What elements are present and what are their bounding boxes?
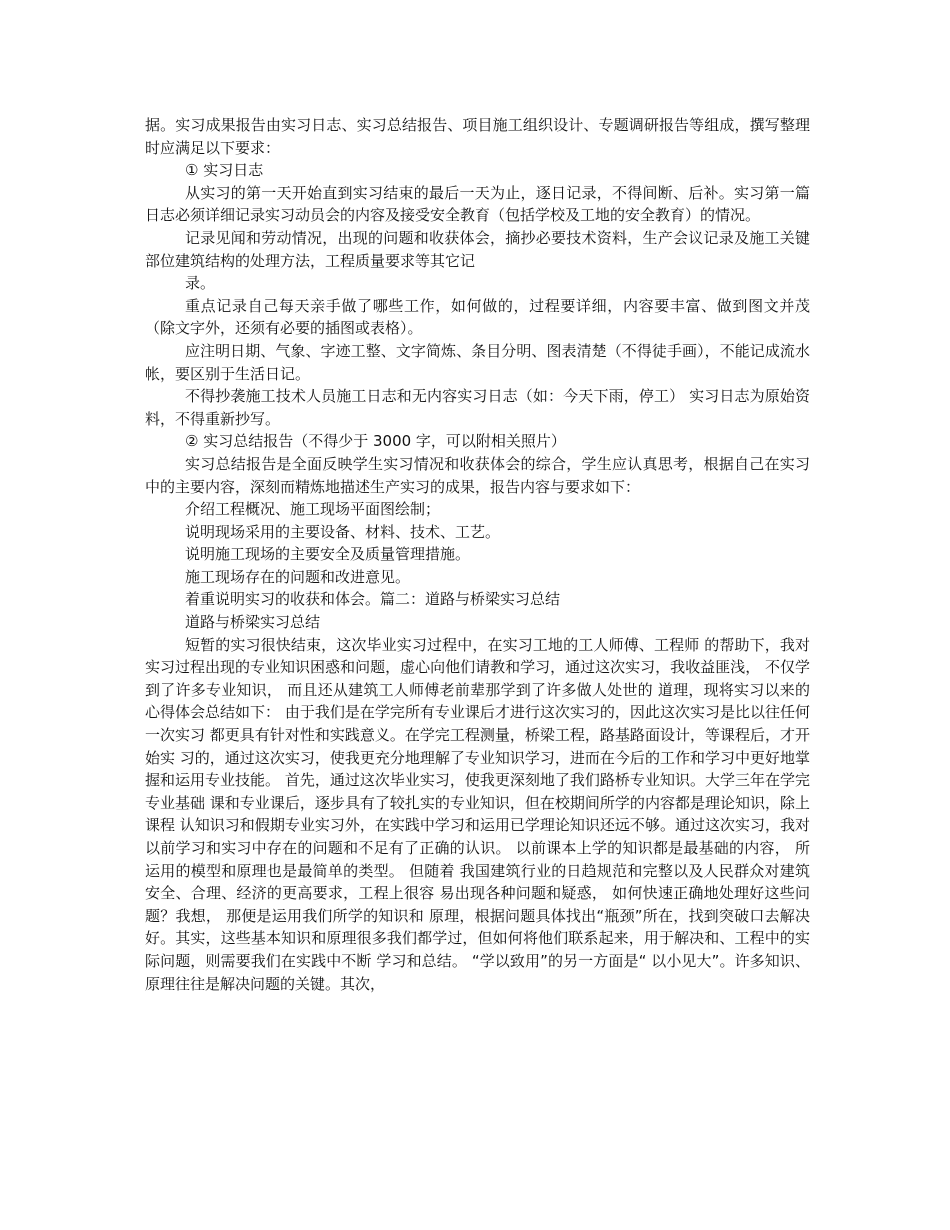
paragraph-7: 应注明日期、气象、字迹工整、文字简炼、条目分明、图表清楚（不得徒手画），不能记成流水帐，要区别于生活日记。	[145, 341, 810, 383]
paragraph-14: 施工现场存在的问题和改进意见。	[185, 567, 411, 586]
paragraph-5: 录。	[185, 274, 216, 293]
paragraph-6: 重点记录自己每天亲手做了哪些工作，如何做的，过程要详细，内容要丰富、做到图文并茂（除文字外，还须有必要的插图或表格）。	[145, 296, 810, 338]
paragraph-15: 着重说明实习的收获和体会。篇二：道路与桥梁实习总结	[185, 590, 561, 609]
paragraph-8: 不得抄袭施工技术人员施工日志和无内容实习日志（如：今天下雨，停工） 实习日志为原始资料，不得重新抄写。	[145, 387, 810, 428]
paragraph-11: 介绍工程概况、施工现场平面图绘制；	[185, 500, 441, 519]
paragraph-13: 说明施工现场的主要安全及质量管理措施。	[185, 545, 471, 564]
paragraph-17: 短暂的实习很快结束，这次毕业实习过程中，在实习工地的工人师傅、工程师 的帮助下，我对实习过程出现的专业知识困惑和问题，虚心向他们请教和学习，通过这次实习，我收益匪浅， 不仅学到了许多专业知识， 而且还从建筑工人师傅老前辈那学到了许多做人处世的 道理，现将实习以来的心得体会总结如下： 由于我们是在学完所有专业课后才进行这次实习的，因此这次实习是比以往任何一次实习 都更具有针对性和实践意义。在学完工程测量，桥梁工程，路基路面设计，等课程后，才开始实 习的，通过这次实习，使我更充分地理解了专业知识学习，进而在今后的工作和学习中更好地掌 握和运用专业技能。 首先，通过这次毕业实习，使我更深刻地了我们路桥专业知识。大学三年在学完专业基础 课和专业课后，逐步具有了较扎实的专业知识，但在校期间所学的内容都是理论知识，除上课程 认知识习和假期专业实习外，在实践中学习和运用已学理论知识还远不够。通过这次实习，我对 以前学习和实习中存在的问题和不足有了正确的认识。 以前课本上学的知识都是最基础的内容， 所运用的模型和原理也是最简单的类型。 但随着 我国建筑行业的日趋规范和完整以及人民群众对建筑安全、合理、经济的更高要求，工程上很容 易出现各种问题和疑惑， 如何快速正确地处理好这些问题？我想， 那便是运用我们所学的知识和 原理，根据问题具体找出“瓶颈”所在，找到突破口去解决好。其实，这些基本知识和原理很多我们都学过，但如何将他们联系起来，用于解决和、工程中的实际问题，则需要我们在实践中不断 学习和总结。 “学以致用”的另一方面是“ 以小见大”。许多知识、原理往往是解决问题的关键。其次，	[145, 635, 810, 993]
paragraph-16: 道路与桥梁实习总结	[185, 613, 321, 632]
paragraph-2: ① 实习日志	[185, 161, 264, 180]
paragraph-1: 据。实习成果报告由实习日志、实习总结报告、项目施工组织设计、专题调研报告等组成，撰写整理时应满足以下要求：	[145, 116, 810, 157]
paragraph-3: 从实习的第一天开始直到实习结束的最后一天为止，逐日记录，不得间断、后补。实习第一篇日志必须详细记录实习动员会的内容及接受安全教育（包括学校及工地的安全教育）的情况。	[145, 183, 810, 225]
paragraph-10: 实习总结报告是全面反映学生实习情况和收获体会的综合，学生应认真思考，根据自己在实习中的主要内容，深刻而精炼地描述生产实习的成果，报告内容与要求如下：	[145, 454, 810, 496]
document-body	[145, 114, 810, 995]
paragraph-9: ② 实习总结报告（不得少于 3000 字，可以附相关照片）	[185, 432, 566, 451]
paragraph-12: 说明现场采用的主要设备、材料、技术、工艺。	[185, 522, 501, 541]
paragraph-4: 记录见闻和劳动情况，出现的问题和收获体会，摘抄必要技术资料，生产会议记录及施工关键部位建筑结构的处理方法，工程质量要求等其它记	[145, 228, 810, 270]
